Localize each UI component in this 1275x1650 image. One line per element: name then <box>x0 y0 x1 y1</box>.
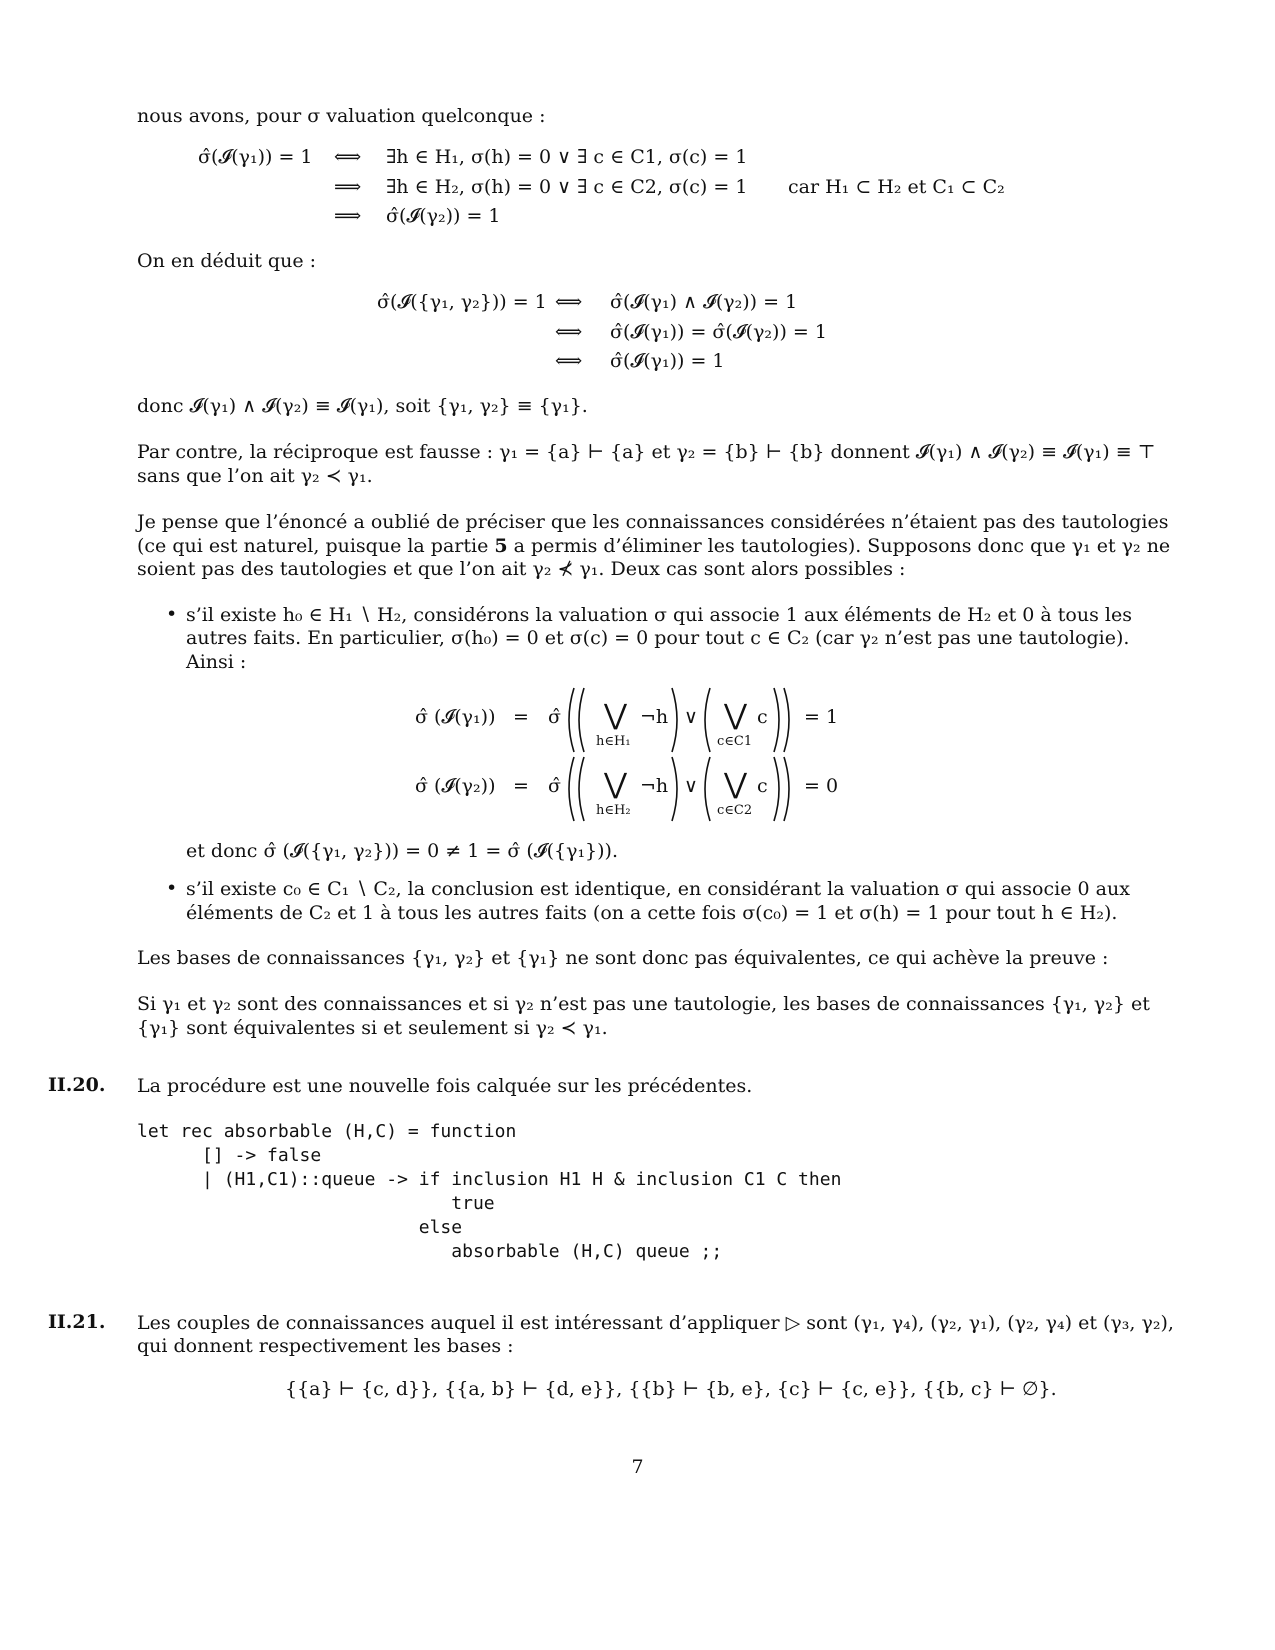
eq3-row2-lhs: σ̂ (𝓘(γ₂)) <box>415 775 496 797</box>
eq2-row3-rhs: σ̂(𝓘(γ₁)) = 1 <box>610 350 725 372</box>
eq3-row1-sigma: σ̂ <box>548 706 561 728</box>
eq1-row3-op: ⟹ <box>334 205 362 227</box>
eq3-row1-lhs: σ̂ (𝓘(γ₁)) <box>415 706 496 728</box>
code-line: let rec absorbable (H,C) = function <box>137 1121 517 1142</box>
ii21-line1: Les couples de connaissances auquel il est intéressant d’appliquer ▷ sont (γ₁, γ₄), (γ₂, γ₁), (γ₂, γ₄) et (γ₃, γ₂), <box>137 1312 1174 1334</box>
eq3-row1-c: c <box>757 706 768 728</box>
deduit-text: On en déduit que : <box>137 250 317 272</box>
bullet2-line1: s’il existe c₀ ∈ C₁ ∖ C₂, la conclusion est identique, en considérant la valuation σ qui associe 0 aux <box>186 878 1130 900</box>
eq3-row2-or: ∨ <box>684 775 698 797</box>
les-bases-text: Les bases de connaissances {γ₁, γ₂} et {γ₁} ne sont donc pas équivalentes, ce qui achève la preuve : <box>137 947 1109 969</box>
eq3-row2-bigvee-c: ⋁ <box>724 767 747 800</box>
eq2-row1-op: ⟺ <box>555 291 583 313</box>
bullet1-line1: s’il existe h₀ ∈ H₁ ∖ H₂, considérons la valuation σ qui associe 1 aux éléments de H₂ et 0 à tous les <box>186 604 1132 626</box>
eq3-row1-neg-h: ¬h <box>640 706 669 728</box>
eq3-row1-bigvee: ⋁ <box>604 698 627 731</box>
ii20-text: La procédure est une nouvelle fois calquée sur les précédentes. <box>137 1075 753 1097</box>
conclusion-line2: {γ₁} sont équivalentes si et seulement si γ₂ ≺ γ₁. <box>137 1017 608 1039</box>
je-pense-line2a: (ce qui est naturel, puisque la partie <box>137 535 495 557</box>
bullet1-line3: Ainsi : <box>186 651 247 673</box>
ii21-result: {{a} ⊢ {c, d}}, {{a, b} ⊢ {d, e}}, {{b} ⊢ {b, e}, {c} ⊢ {c, e}}, {{b, c} ⊢ ∅}. <box>285 1378 1057 1400</box>
eq3-row2-sub-h: h∈H₂ <box>596 803 631 818</box>
je-pense-line1: Je pense que l’énoncé a oublié de préciser que les connaissances considérées n’étaient pas des tautologies <box>137 511 1169 533</box>
bullet-icon: • <box>166 877 178 899</box>
par-contre-line2: sans que l’on ait γ₂ ≺ γ₁. <box>137 465 373 487</box>
section-label-ii21: II.21. <box>48 1311 106 1333</box>
eq1-row2-op: ⟹ <box>334 176 362 198</box>
eq1-row1-lhs: σ̂(𝓘(γ₁)) = 1 <box>198 146 313 168</box>
donc-text: donc 𝓘(γ₁) ∧ 𝓘(γ₂) ≡ 𝓘(γ₁), soit {γ₁, γ₂} ≡ {γ₁}. <box>137 395 588 417</box>
eq2-row1-rhs: σ̂(𝓘(γ₁) ∧ 𝓘(γ₂)) = 1 <box>610 291 798 313</box>
eq3-row2-eq: = <box>513 775 529 797</box>
eq3-row1-or: ∨ <box>684 706 698 728</box>
eq1-row1-op: ⟺ <box>334 146 362 168</box>
par-contre-line1: Par contre, la réciproque est fausse : γ₁ = {a} ⊢ {a} et γ₂ = {b} ⊢ {b} donnent 𝓘(γ₁) ∧ 𝓘(γ₂) ≡ 𝓘(γ₁) ≡ ⊤ <box>137 441 1156 463</box>
eq2-row1-lhs: σ̂(𝓘({γ₁, γ₂})) = 1 <box>377 291 547 313</box>
eq1-row1-rhs: ∃h ∈ H₁, σ(h) = 0 ∨ ∃ c ∈ C1, σ(c) = 1 <box>386 146 748 168</box>
eq2-row3-op: ⟺ <box>555 350 583 372</box>
je-pense-line2c: a permis d’éliminer les tautologies). Supposons donc que γ₁ et γ₂ ne <box>507 535 1171 557</box>
eq3-row2-bigvee: ⋁ <box>604 767 627 800</box>
eq2-row2-rhs: σ̂(𝓘(γ₁)) = σ̂(𝓘(γ₂)) = 1 <box>610 321 827 343</box>
eq3-row1-sub-c: c∈C1 <box>717 734 753 749</box>
code-line: else <box>137 1217 463 1238</box>
eq3-row1-sub-h: h∈H₁ <box>596 734 631 749</box>
eq1-row3-rhs: σ̂(𝓘(γ₂)) = 1 <box>386 205 501 227</box>
eq3-row2-c: c <box>757 775 768 797</box>
eq3-row2-result: = 0 <box>804 775 839 797</box>
je-pense-line2 <box>137 534 1170 559</box>
partie-number: 5 <box>494 535 508 557</box>
page-number: 7 <box>631 1456 644 1478</box>
eq1-row2-rhs: ∃h ∈ H₂, σ(h) = 0 ∨ ∃ c ∈ C2, σ(c) = 1 <box>386 176 748 198</box>
bullet-icon: • <box>166 603 178 625</box>
et-donc-text: et donc σ̂ (𝓘({γ₁, γ₂})) = 0 ≠ 1 = σ̂ (𝓘({γ₁})). <box>186 840 619 862</box>
code-line: [] -> false <box>137 1145 322 1166</box>
code-line: absorbable (H,C) queue ;; <box>137 1241 723 1262</box>
code-line: | (H1,C1)::queue -> if inclusion H1 H & inclusion C1 C then <box>137 1169 842 1190</box>
eq3-row2-sub-c: c∈C2 <box>717 803 753 818</box>
conclusion-line1: Si γ₁ et γ₂ sont des connaissances et si γ₂ n’est pas une tautologie, les bases de connaissances {γ₁, γ₂} et <box>137 993 1150 1015</box>
section-label-ii20: II.20. <box>48 1074 106 1096</box>
bullet1-line2: autres faits. En particulier, σ(h₀) = 0 et σ(c) = 0 pour tout c ∈ C₂ (car γ₂ n’est pas une tautologie). <box>186 627 1130 649</box>
bullet2-line2: éléments de C₂ et 1 à tous les autres faits (on a cette fois σ(c₀) = 1 et σ(h) = 1 pour tout h ∈ H₂). <box>186 902 1118 924</box>
intro-text: nous avons, pour σ valuation quelconque : <box>137 105 546 127</box>
code-line: true <box>137 1193 495 1214</box>
eq3-row1-eq: = <box>513 706 529 728</box>
eq3-row1-bigvee-c: ⋁ <box>724 698 747 731</box>
eq3-row2-sigma: σ̂ <box>548 775 561 797</box>
eq1-row2-note: car H₁ ⊂ H₂ et C₁ ⊂ C₂ <box>788 176 1005 198</box>
eq3-row2-neg-h: ¬h <box>640 775 669 797</box>
je-pense-line3: soient pas des tautologies et que l’on ait γ₂ ⊀ γ₁. Deux cas sont alors possibles : <box>137 558 906 580</box>
eq3-row1-result: = 1 <box>804 706 839 728</box>
ii21-line2: qui donnent respectivement les bases : <box>137 1335 514 1357</box>
eq2-row2-op: ⟺ <box>555 321 583 343</box>
